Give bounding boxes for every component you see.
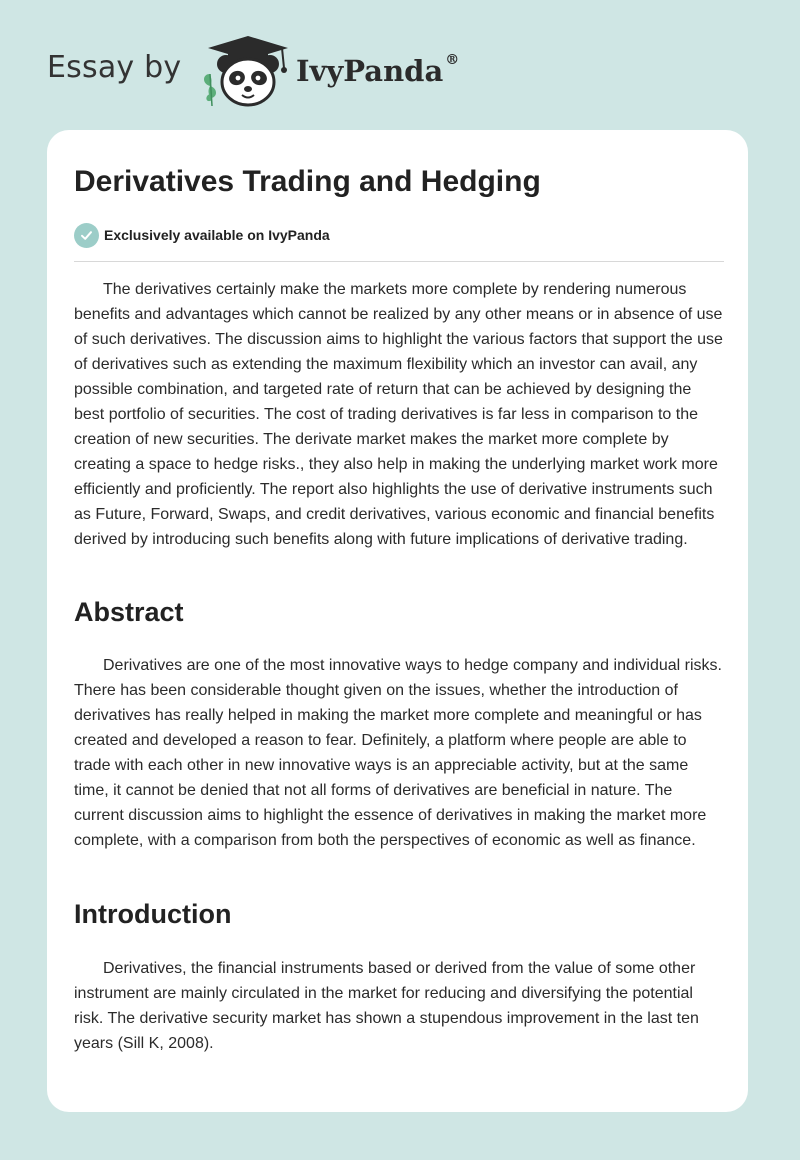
essay-card — [47, 130, 748, 1112]
exclusive-badge-label: Exclusively available on IvyPanda — [104, 227, 330, 243]
divider — [74, 261, 724, 262]
page-title: Derivatives Trading and Hedging — [74, 165, 541, 198]
essay-by-label: Essay by — [47, 50, 182, 85]
section-heading-abstract: Abstract — [74, 597, 184, 627]
abstract-paragraph: Derivatives are one of the most innovative ways to hedge company and individual risks. There has been considerable thought given on the issues, whether the introduction of derivatives has really helped in making the market more complete and meaningful or has created and developed a reason to fear. Definitely, a platform where people are able to trade with each other in new innovative ways is an appreciable activity, but at the same time, it cannot be denied that not all forms of derivatives are beneficial in nature. The current discussion aims to highlight the essence of derivatives in making the market more complete, with a comparison from both the perspectives of economic as well as finance. — [74, 657, 722, 849]
ivypanda-logo-icon[interactable] — [198, 34, 294, 110]
brand-name[interactable]: IvyPanda ® — [296, 52, 460, 88]
site-header — [0, 0, 800, 130]
registered-mark: ® — [445, 52, 460, 68]
exclusive-badge — [74, 222, 330, 248]
intro-paragraph: The derivatives certainly make the markets more complete by rendering numerous benefits and advantages which cannot be realized by any other means or in absence of use of such derivatives. The discussion aims to highlight the various factors that support the use of derivatives such as extending the maximum flexibility which an investor can avail, any possible combination, and targeted rate of return that can be achieved by designing the best portfolio of securities. The cost of trading derivatives is far less in comparison to the creation of new securities. The derivate market makes the market more complete by creating a space to hedge risks., they also help in making the underlying market work more efficiently and proficiently. The report also highlights the use of derivative instruments such as Future, Forward, Swaps, and credit derivatives, various economic and financial benefits derived by introducing such benefits along with future implications of derivative trading. — [74, 281, 723, 548]
introduction-paragraph: Derivatives, the financial instruments based or derived from the value of some other instrument are mainly circulated in the market for reducing and diversifying the potential risk. The derivative security market has shown a stupendous improvement in the last ten years (Sill K, 2008). — [74, 960, 699, 1052]
section-heading-introduction: Introduction — [74, 899, 232, 929]
check-icon — [74, 223, 99, 248]
